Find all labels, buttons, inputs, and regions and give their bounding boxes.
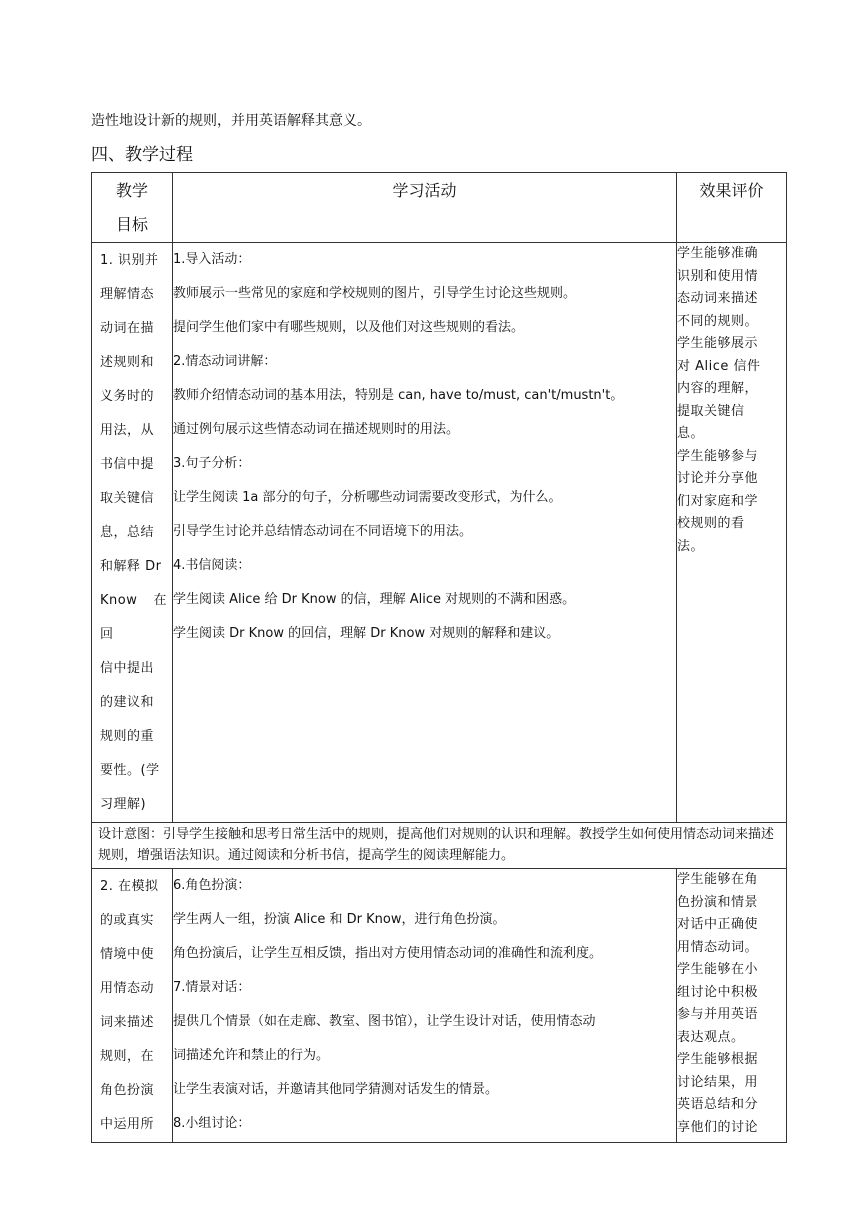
- evaluation-line: 息。: [677, 426, 705, 441]
- goal-line: 中运用所: [100, 1117, 155, 1132]
- activity-step-title: 4.书信阅读：: [173, 558, 251, 573]
- design-intent-text: 设计意图：引导学生接触和思考日常生活中的规则，提高他们对规则的认识和理解。教授学生如何使用情态动词来描述规则，增强语法知识。通过阅读和分析书信，提高学生的阅读理解能力。: [98, 827, 775, 863]
- goal-line: 书信中提: [100, 457, 155, 472]
- evaluation-line: 学生能够根据: [677, 1052, 759, 1067]
- design-intent-row: [92, 823, 787, 869]
- activity-cell-1: [173, 243, 677, 823]
- table-row: [92, 869, 787, 1143]
- evaluation-line: 学生能够在角: [677, 872, 759, 887]
- evaluation-line: 不同的规则。: [677, 313, 759, 329]
- evaluation-line: 学生能够在小: [677, 962, 759, 977]
- evaluation-line: 讨论结果，用: [677, 1074, 759, 1090]
- goal-line: 和解释 Dr: [100, 559, 162, 574]
- goal-line: 习理解): [100, 797, 147, 812]
- header-evaluation: 效果评价: [699, 181, 764, 200]
- goal-line: 情境中使: [100, 947, 155, 962]
- teaching-process-table: [91, 172, 787, 1143]
- activity-step-title: 2.情态动词讲解：: [173, 354, 277, 369]
- evaluation-line: 组讨论中积极: [677, 984, 759, 1000]
- evaluation-cell-1: [677, 243, 787, 823]
- header-activity-cell: [173, 173, 677, 243]
- activity-step-title: 8.小组讨论：: [173, 1116, 251, 1131]
- goal-line: Know 在回: [100, 593, 167, 642]
- goal-line: 述规则和: [100, 355, 155, 370]
- evaluation-line: 对话中正确使: [677, 917, 759, 932]
- evaluation-line: 用情态动词。: [677, 939, 759, 955]
- goal-cell-1: [92, 243, 173, 823]
- evaluation-line: 英语总结和分: [677, 1097, 759, 1112]
- evaluation-line: 学生能够参与: [677, 448, 759, 464]
- activity-line: 学生阅读 Dr Know 的回信，理解 Dr Know 对规则的解释和建议。: [173, 626, 560, 641]
- goal-line: 动词在描: [100, 321, 155, 336]
- goal-line: 息，总结: [100, 525, 155, 540]
- activity-line: 学生两人一组，扮演 Alice 和 Dr Know，进行角色扮演。: [173, 912, 506, 927]
- activity-line: 提供几个情景（如在走廊、教室、图书馆），让学生设计对话，使用情态动: [173, 1014, 596, 1029]
- activity-line: 通过例句展示这些情态动词在描述规则时的用法。: [173, 422, 460, 437]
- goal-line: 信中提出: [100, 661, 155, 676]
- evaluation-line: 享他们的讨论: [677, 1119, 759, 1135]
- design-intent-cell: [92, 823, 787, 869]
- activity-line: 引导学生讨论并总结情态动词在不同语境下的用法。: [173, 524, 473, 539]
- evaluation-line: 态动词来描述: [677, 291, 759, 306]
- evaluation-line: 校规则的看: [677, 516, 745, 531]
- activity-line: 教师展示一些常见的家庭和学校规则的图片，引导学生讨论这些规则。: [173, 286, 577, 301]
- evaluation-line: 讨论并分享他: [677, 471, 759, 486]
- table-header-row: [92, 173, 787, 243]
- header-activity: 学习活动: [392, 181, 457, 200]
- goal-line: 1. 识别并: [100, 253, 159, 268]
- goal-cell-2: [92, 869, 173, 1143]
- goal-line: 的或真实: [100, 913, 155, 928]
- evaluation-line: 参与并用英语: [677, 1007, 759, 1022]
- evaluation-line: 学生能够准确: [677, 246, 759, 261]
- activity-line: 角色扮演后，让学生互相反馈，指出对方使用情态动词的准确性和流利度。: [173, 946, 603, 961]
- evaluation-line: 识别和使用情: [677, 268, 759, 284]
- header-goal-line: 目标: [115, 215, 148, 234]
- goal-line: 角色扮演: [100, 1083, 155, 1098]
- evaluation-line: 提取关键信: [677, 403, 745, 419]
- activity-step-title: 1.导入活动：: [173, 252, 251, 267]
- activity-line: 教师介绍情态动词的基本用法，特别是 can, have to/must, can't/mustn't。: [173, 388, 624, 403]
- activity-step-title: 7.情景对话：: [173, 980, 251, 995]
- header-evaluation-cell: [677, 173, 787, 243]
- evaluation-cell-2: [677, 869, 787, 1143]
- evaluation-line: 们对家庭和学: [677, 493, 759, 509]
- goal-line: 理解情态: [100, 287, 155, 302]
- activity-cell-2: [173, 869, 677, 1143]
- activity-step-title: 6.角色扮演：: [173, 878, 251, 893]
- goal-line: 要性。(学: [100, 763, 160, 778]
- activity-step-title: 3.句子分析：: [173, 456, 251, 471]
- evaluation-line: 内容的理解，: [677, 381, 759, 396]
- evaluation-line: 学生能够展示: [677, 336, 759, 351]
- evaluation-line: 对 Alice 信件: [677, 358, 761, 374]
- goal-line: 义务时的: [100, 389, 155, 404]
- goal-line: 2. 在模拟: [100, 879, 159, 894]
- evaluation-line: 表达观点。: [677, 1029, 745, 1045]
- intro-line: 造性地设计新的规则，并用英语解释其意义。: [91, 113, 371, 129]
- goal-line: 用法，从: [100, 423, 155, 438]
- goal-line: 的建议和: [100, 695, 155, 710]
- evaluation-line: 法。: [677, 538, 705, 554]
- activity-line: 词描述允许和禁止的行为。: [173, 1048, 330, 1063]
- header-goal-line: 教学: [115, 181, 148, 200]
- goal-line: 规则的重: [100, 729, 155, 744]
- header-goal-cell: [92, 173, 173, 243]
- activity-line: 让学生阅读 1a 部分的句子，分析哪些动词需要改变形式，为什么。: [173, 490, 562, 505]
- goal-line: 用情态动: [100, 981, 155, 996]
- evaluation-line: 色扮演和情景: [677, 894, 759, 910]
- activity-line: 学生阅读 Alice 给 Dr Know 的信，理解 Alice 对规则的不满和困惑。: [173, 592, 576, 607]
- goal-line: 规则，在: [100, 1049, 155, 1064]
- section-heading: 四、教学过程: [91, 145, 193, 165]
- goal-line: 取关键信: [100, 491, 155, 506]
- goal-line: 词来描述: [100, 1015, 155, 1030]
- table-row: [92, 243, 787, 823]
- activity-line: 提问学生他们家中有哪些规则，以及他们对这些规则的看法。: [173, 320, 525, 335]
- activity-line: 让学生表演对话，并邀请其他同学猜测对话发生的情景。: [173, 1082, 499, 1097]
